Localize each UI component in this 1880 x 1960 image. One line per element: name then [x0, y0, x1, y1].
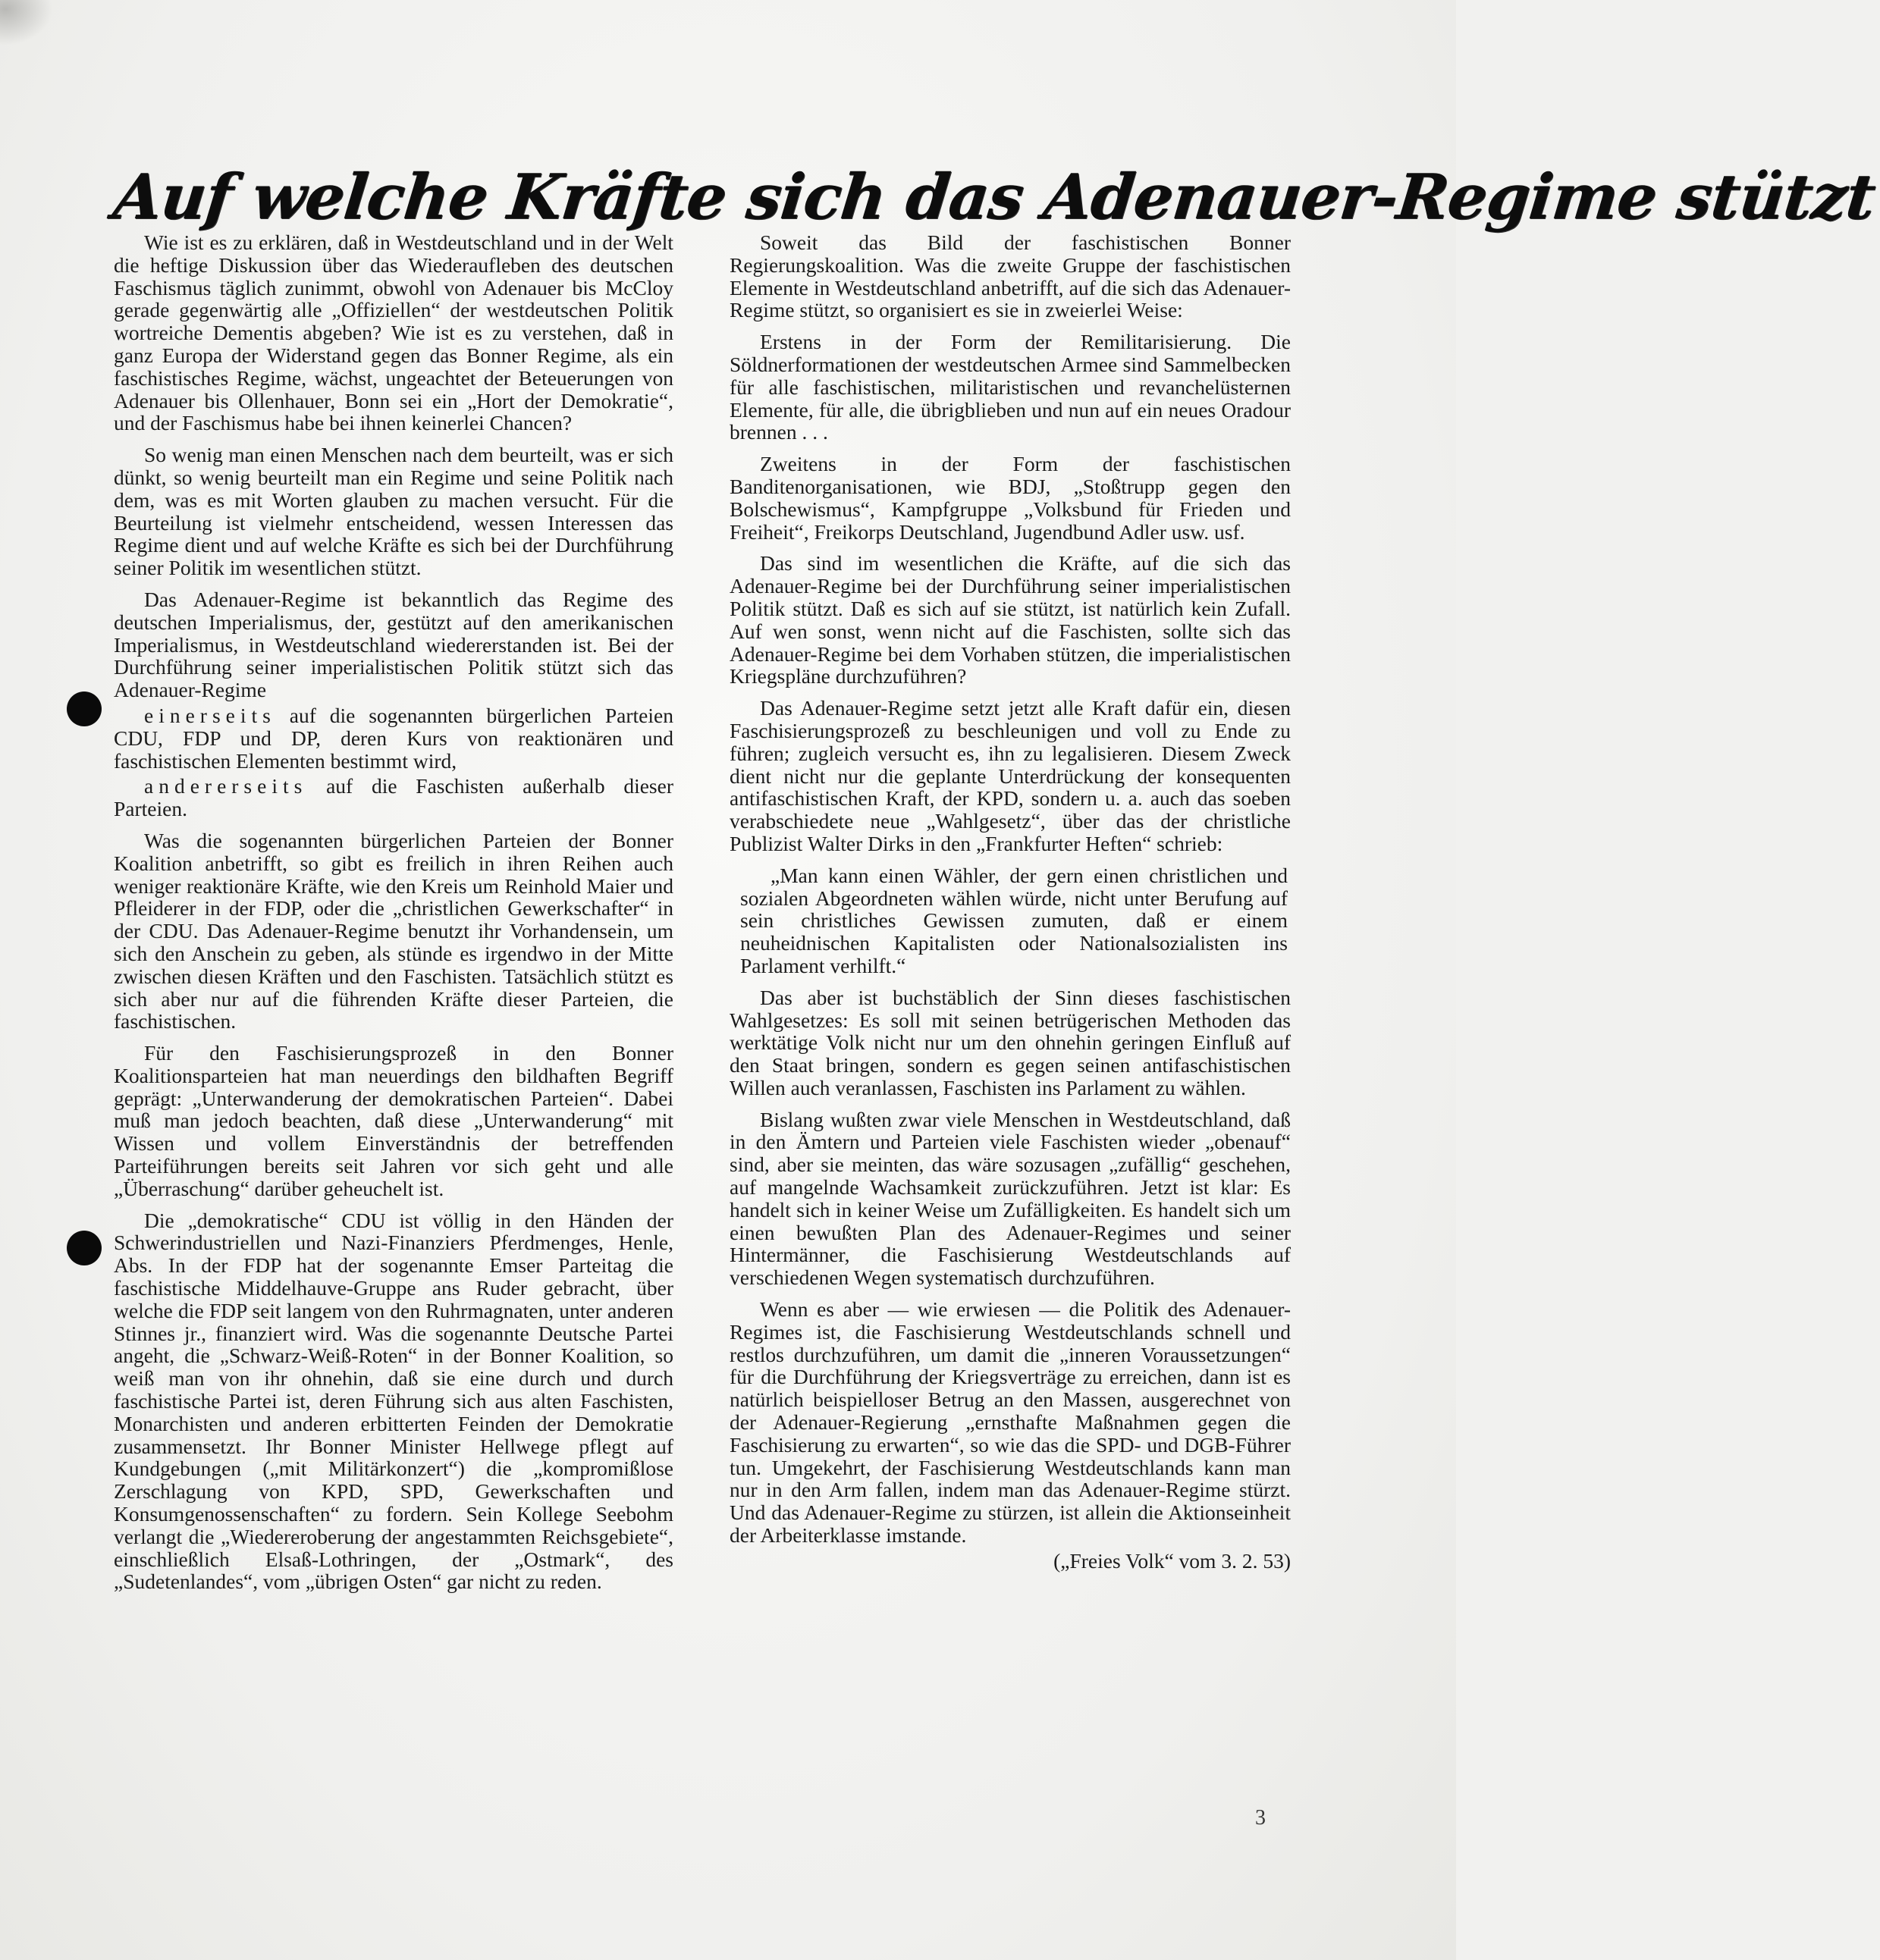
paragraph: Das Adenauer-Regime setzt jetzt alle Kraft dafür ein, diesen Faschisierungsprozeß zu beschleunigen und voll zu Ende zu führen; zugleich versucht es, ihn zu legalisieren. Diesem Zweck dient nicht nur die geplante Unterdrückung der konsequenten antifaschistischen Kraft, der KPD, sondern u. a. auch das soeben verabschiedete neue „Wahlgesetz“, über das der christliche Publizist Walter Dirks in den „Frankfurter Heften“ schrieb: [730, 696, 1291, 855]
paragraph: Für den Faschisierungsprozeß in den Bonner Koalitionsparteien hat man neuerdings den bildhaften Begriff geprägt: „Unterwanderung der demokratischen Parteien“. Dabei muß man jedoch beachten, daß diese „Unterwanderung“ mit Wissen und vollem Einverständnis der betreffenden Parteiführungen bereits seit Jahren vor sich geht und alle „Überraschung“ darüber geheuchelt ist. [114, 1041, 673, 1200]
left-column [114, 231, 673, 1602]
page-number: 3 [1255, 1806, 1266, 1830]
source-citation: („Freies Volk“ vom 3. 2. 53) [1053, 1548, 1291, 1573]
paragraph: Wie ist es zu erklären, daß in Westdeutschland und in der Welt die heftige Diskussion über das Wiederaufleben des deutschen Faschismus täglich zunimmt, obwohl von Adenauer bis McCloy gerade gegenwärtig alle „Offiziellen“ der westdeutschen Politik wortreiche Dementis abgeben? Wie ist es zu verstehen, daß in ganz Europa der Widerstand gegen das Bonner Regime, als ein faschistisches Regime, wächst, ungeachtet der Beteuerungen von Adenauer bis Ollenhauer, Bonn sei ein „Hort der Demokratie“, und der Faschismus habe bei ihnen keinerlei Chancen? [114, 230, 673, 435]
paragraph-text: auf die Faschisten außerhalb dieser Parteien. [114, 774, 673, 821]
paragraph [114, 704, 673, 772]
quotation: „Man kann einen Wähler, der gern einen christlichen und sozialen Abgeordneten wählen würde, nicht unter Berufung auf sein christliches Gewissen zumuten, daß er einem neuheidnischen Kapitalisten oder Nationalsozialisten ins Parlament verhilft.“ [740, 863, 1288, 977]
article-headline: Auf welche Kräfte sich das Adenauer-Regime stützt [109, 161, 1878, 234]
emphasis-einerseits: einerseits [144, 703, 276, 727]
paragraph: Soweit das Bild der faschistischen Bonner Regierungskoalition. Was die zweite Gruppe der faschistischen Elemente in Westdeutschland anbetrifft, auf die sich das Adenauer-Regime stützt, so organisiert es sie in zweierlei Weise: [730, 230, 1291, 322]
punch-hole-bottom [67, 1231, 102, 1265]
scan-smudge [0, 0, 53, 45]
paragraph-text: auf die sogenannten bürgerlichen Parteien CDU, FDP und DP, deren Kurs von reaktionären und faschistischen Elementen bestimmt wird, [114, 703, 673, 773]
paragraph: Die „demokratische“ CDU ist völlig in den Händen der Schwerindustriellen und Nazi-Finanziers Pferdmenges, Henle, Abs. In der FDP hat der sogenannte Emser Parteitag die faschistische Middelhauve-Gruppe ans Ruder gebracht, über welche die FDP seit langem von den Ruhrmagnaten, unter anderen Stinnes jr., finanziert wird. Was die sogenannte Deutsche Partei angeht, die „Schwarz-Weiß-Roten“ in der Bonner Koalition, so weiß man von ihr ohnehin, daß sie eine durch und durch faschistische Partei ist, deren Führung sich aus alten Faschisten, Monarchisten und anderen erbitterten Feinden der Demokratie zusammensetzt. Ihr Bonner Minister Hellwege pflegt auf Kundgebungen („mit Militärkonzert“) die „kompromißlose Zerschlagung von KPD, SPD, Gewerkschaften und Konsumgenossenschaften“ zu fordern. Sein Kollege Seebohm verlangt die „Wiedereroberung der angestammten Reichsgebiete“, einschließlich Elsaß-Lothringen, der „Ostmark“, des „Sudetenlandes“, vom „übrigen Osten“ gar nicht zu reden. [114, 1208, 673, 1594]
paragraph: Das aber ist buchstäblich der Sinn dieses faschistischen Wahlgesetzes: Es soll mit seinen betrügerischen Methoden das werktätige Volk nicht nur um den ohnehin geringen Einfluß auf den Staat bringen, sondern es gegen seinen antifaschistischen Willen auch veranlassen, Faschisten ins Parlament zu wählen. [730, 985, 1291, 1099]
punch-hole-top [67, 691, 102, 726]
paragraph [114, 775, 673, 820]
paragraph: Was die sogenannten bürgerlichen Parteien der Bonner Koalition anbetrifft, so gibt es freilich in ihren Reihen auch weniger reaktionäre Kräfte, wie den Kreis um Reinhold Maier und Pfleiderer in der FDP, oder die „christlichen Gewerkschafter“ in der CDU. Das Adenauer-Regime benutzt ihr Vorhandensein, um sich den Anschein zu geben, als stünde es irgendwo in der Mitte zwischen diesen Kräften und den Faschisten. Tatsächlich stützt es sich aber nur auf die führenden Kräfte dieser Parteien, die faschistischen. [114, 828, 673, 1033]
paragraph: Das sind im wesentlichen die Kräfte, auf die sich das Adenauer-Regime bei der Durchführung seiner imperialistischen Politik stützt. Daß es sich auf sie stützt, ist natürlich kein Zufall. Auf wen sonst, wenn nicht auf die Faschisten, sollte sich das Adenauer-Regime bei dem Vorhaben stützen, die imperialistischen Kriegspläne durchzuführen? [730, 551, 1291, 688]
paragraph: Bislang wußten zwar viele Menschen in Westdeutschland, daß in den Ämtern und Parteien viele Faschisten wieder „obenauf“ sind, aber sie meinten, das wäre sozusagen „zufällig“ geschehen, auf mangelnde Wachsamkeit zurückzuführen. Jetzt ist klar: Es handelt sich in keiner Weise um Zufälligkeiten. Es handelt sich um einen bewußten Plan des Adenauer-Regimes und seiner Hintermänner, die Faschisierung Westdeutschlands auf verschiedenen Wegen systematisch durchzuführen. [730, 1107, 1291, 1290]
paragraph: Das Adenauer-Regime ist bekanntlich das Regime des deutschen Imperialismus, der, gestützt auf den amerikanischen Imperialismus, in Westdeutschland wiedererstanden ist. Bei der Durchführung seiner imperialistischen Politik stützt sich das Adenauer-Regime [114, 587, 673, 702]
paragraph: Erstens in der Form der Remilitarisierung. Die Söldnerformationen der westdeutschen Armee sind Sammelbecken für alle faschistischen, militaristischen und revanchelüsternen Elemente, für alle, die übrigblieben und nun auf ein neues Oradour brennen . . . [730, 330, 1291, 444]
emphasis-andererseits: andererseits [144, 774, 308, 798]
paragraph: Zweitens in der Form der faschistischen Banditenorganisationen, wie BDJ, „Stoßtrupp gegen den Bolschewismus“, Kampfgruppe „Volksbund für Frieden und Freiheit“, Freikorps Deutschland, Jugendbund Adler usw. usf. [730, 452, 1291, 544]
right-column [730, 231, 1291, 1582]
paragraph: So wenig man einen Menschen nach dem beurteilt, was er sich dünkt, so wenig beurteilt man ein Regime und seine Politik nach dem, was es mit Worten glauben zu machen versucht. Für die Beurteilung ist vielmehr entscheidend, wessen Interessen das Regime dient und auf welche Kräfte es sich bei der Durchführung seiner Politik im wesentlichen stützt. [114, 443, 673, 580]
paragraph: Wenn es aber — wie erwiesen — die Politik des Adenauer-Regimes ist, die Faschisierung Westdeutschlands schnell und restlos durchzuführen, um damit die „inneren Voraussetzungen“ für die Durchführung der Kriegsverträge zu erreichen, dann ist es natürlich beispielloser Betrug an den Massen, ausgerechnet von der Adenauer-Regierung „ernsthafte Maßnahmen gegen die Faschisierung zu erwarten“, so wie das die SPD- und DGB-Führer tun. Umgekehrt, der Faschisierung Westdeutschlands kann man nur in den Arm fallen, indem man das Adenauer-Regime stürzt. Und das Adenauer-Regime zu stürzen, ist allein die Aktionseinheit der Arbeiterklasse imstande. [730, 1297, 1291, 1548]
